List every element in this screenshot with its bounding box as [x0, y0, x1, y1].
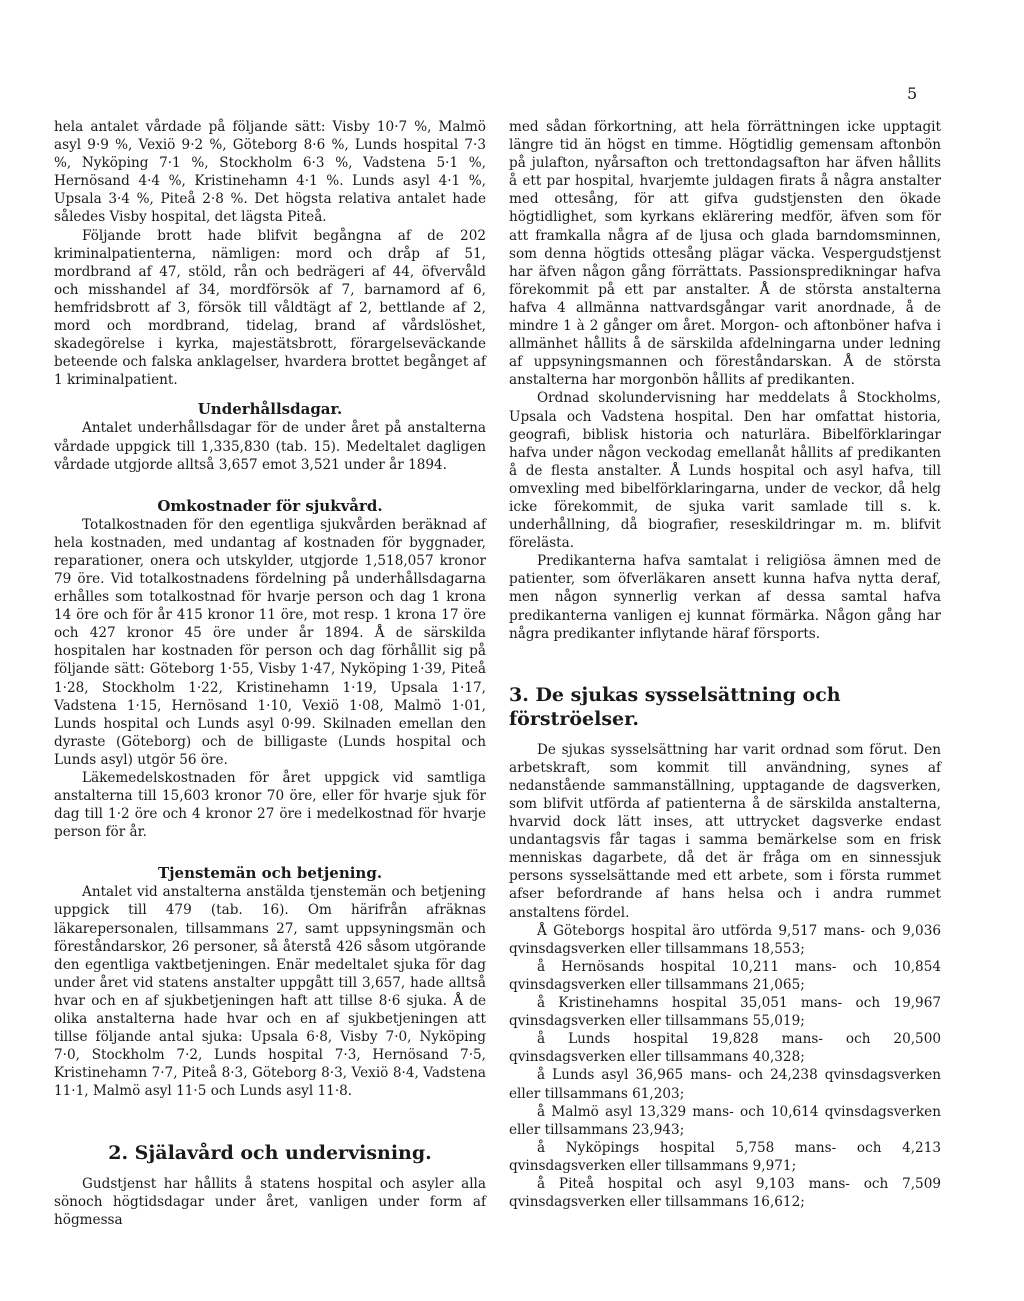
section-heading: Underhållsdagar.	[197, 400, 343, 419]
list-item: å Lunds hospital 19,828 mans- och 20,500 qvinsdagsverken eller tillsammans 40,328;	[509, 1031, 941, 1066]
paragraph: med sådan förkortning, att hela förrättningen icke upptagit längre tid än högst en timme. Högtidlig gemensam aftonbön på julafton, nyårsafton och trettondagsafton har äfven hållits å ett par hospital, hvarjemte juldagen firats å några anstalter med ottesång, för att gifva gudstjensten den ökade högtidlighet, som kyrkans eklärering medför, äfven som för att framkalla några af de ljusa och glada barndomsminnen, som denna högtids ottesång plägar väcka. Vespergudstjenst har äfven någon gång förrättats. Passionspredikningar hafva förekommit på ett par anstalter. Å de största anstalterna hafva 4 allmänna nattvardsgångar varit anordnade, å de mindre 1 à 2 gånger om året. Morgon- och aftonböner hafva i allmänhet hållits å de särskilda afdelningarna under ledning af uppsyningsmannen och föreståndarskan. Å de största anstalterna har morgonbön hållits af predikanten.	[509, 119, 941, 389]
section-heading: Tjenstemän och betjening.	[157, 864, 383, 883]
section-heading: 3. De sjukas sysselsättning och förströelser.	[509, 683, 841, 730]
paragraph: Ordnad skolundervisning har meddelats å Stockholms, Upsala och Vadstena hospital. Den har omfattat historia, geografi, biblisk historia och naturlära. Bibelförklaringar hafva under någon veckodag emellanåt hållits af predikanten å de flesta anstalter. Å Lunds hospital och asyl hafva, till omvexling med bibelförklaringarna, under de veckor, då helg icke förekommit, de sjuka varit samlade till s. k. underhållning, då biografier, reseskildringar m. m. blifvit förelästa.	[509, 390, 941, 552]
list-item: å Malmö asyl 13,329 mans- och 10,614 qvinsdagsverken eller tillsammans 23,943;	[509, 1103, 941, 1138]
page-number: 5	[907, 84, 918, 103]
paragraph: hela antalet vårdade på följande sätt: Visby 10·7 %, Malmö asyl 9·9 %, Vexiö 9·2 %, Göteborg 8·6 %, Lunds hospital 7·3 %, Nyköping 7·1 %, Stockholm 6·3 %, Vadstena 5·1 %, Hernösand 4·4 %, Kristinehamn 4·1 %. Lunds asyl 4·1 %, Upsala 3·4 %, Piteå 2·8 %. Det högsta relativa antalet hade således Visby hospital, det lägsta Piteå.	[54, 119, 486, 226]
paragraph: Gudstjenst har hållits å statens hospital och asyler alla sönoch högtidsdagar under året, vanligen under form af högmessa	[54, 1175, 486, 1228]
list-item: Å Göteborgs hospital äro utförda 9,517 mans- och 9,036 qvinsdagsverken eller tillsammans 18,553;	[509, 922, 941, 957]
right-column	[509, 118, 941, 1211]
paragraph: Antalet underhållsdagar för de under året på anstalterna vårdade uppgick till 1,335,830 (tab. 15). Medeltalet dagligen vårdade utgjorde alltså 3,657 emot 3,521 under år 1894.	[54, 420, 486, 473]
section-heading: 2. Själavård och undervisning.	[108, 1141, 432, 1164]
paragraph: Predikanterna hafva samtalat i religiösa ämnen med de patienter, som öfverläkaren ansett kunna hafva nytta deraf, men någon synnerlig verkan af dessa samtal hafva predikanterna vanligen ej kunnat förmärka. Någon gång har några predikanter inflytande häraf försports.	[509, 553, 941, 642]
paragraph: Antalet vid anstalterna anstälda tjenstemän och betjening uppgick till 479 (tab. 16). Om härifrån afräknas läkarepersonalen, tillsammans 27, samt uppsyningsmän och föreståndarskor, 26 personer, så återstå 426 såsom utgörande den egentliga vaktbetjeningen. Enär medeltalet sjuka för dag under året vid statens anstalter uppgått till 3,657, hade alltså hvar och en af sjukbetjeningen haft att tillse 8·6 sjuka. Å de olika anstalterna hade hvar och en af sjukbetjeningen att tillse följande antal sjuka: Upsala 6·8, Visby 7·0, Nyköping 7·0, Stockholm 7·2, Lunds hospital 7·3, Hernösand 7·5, Kristinehamn 7·7, Piteå 8·3, Göteborg 8·3, Vexiö 8·4, Vadstena 11·1, Malmö asyl 11·5 och Lunds asyl 11·8.	[54, 884, 486, 1100]
left-column	[54, 118, 486, 1229]
paragraph: Läkemedelskostnaden för året uppgick vid samtliga anstalterna till 15,603 kronor 70 öre, eller för hvarje sjuk för dag till 1·2 öre och 4 kronor 27 öre i medelkostnad för hvarje person för år.	[54, 770, 486, 841]
section-heading: Omkostnader för sjukvård.	[157, 496, 383, 515]
paragraph: Totalkostnaden för den egentliga sjukvården beräknad af hela kostnaden, med undantag af kostnaden för byggnader, reparationer, onera och utskylder, utgjorde 1,518,057 kronor 79 öre. Vid totalkostnadens fördelning på underhållsdagarna erhålles som totalkostnad för hvarje person och dag 1 krona 14 öre och för år 415 kronor 11 öre, mot resp. 1 krona 17 öre och 427 kronor 45 öre under år 1894. Å de särskilda hospitalen har kostnaden för person och dag förhållit sig på följande sätt: Göteborg 1·55, Visby 1·47, Nyköping 1·39, Piteå 1·28, Stockholm 1·22, Kristinehamn 1·19, Upsala 1·17, Vadstena 1·15, Hernösand 1·10, Vexiö 1·08, Malmö 1·01, Lunds hospital och Lunds asyl 0·99. Skilnaden emellan den dyraste (Göteborg) och de billigaste (Lunds hospital och Lunds asyl) utgör 56 öre.	[54, 516, 486, 768]
list-item: å Piteå hospital och asyl 9,103 mans- och 7,509 qvinsdagsverken eller tillsammans 16,612;	[509, 1175, 941, 1211]
list-item: å Kristinehamns hospital 35,051 mans- och 19,967 qvinsdagsverken eller tillsammans 55,019;	[509, 995, 941, 1030]
paragraph: De sjukas sysselsättning har varit ordnad som förut. Den arbetskraft, som kommit till användning, synes af nedanstående sammanställning, upptagande de dagsverken, som blifvit utförda af patienterna å de särskilda anstalterna, hvarvid dock lätt inses, att uttrycket dagsverke endast undantagsvis får tagas i samma bemärkelse som en frisk menniskas dagarbete, då det är fråga om en sinnessjuk persons sysselsättande med ett arbete, som i första rummet afser befordrande af hans helsa och i andra rummet anstaltens fördel.	[509, 741, 941, 921]
list-item: å Hernösands hospital 10,211 mans- och 10,854 qvinsdagsverken eller tillsammans 21,065;	[509, 958, 941, 993]
paragraph: Följande brott hade blifvit begångna af de 202 kriminalpatienterna, nämligen: mord och dråp af 51, mordbrand af 47, stöld, rån och bedrägeri af 44, öfvervåld och misshandel af 34, mordförsök af 7, barnamord af 6, hemfridsbrott af 3, försök till våldtägt af 2, bettlande af 2, mord och mordbrand, tidelag, brand af vårdslöshet, skadegörelse i kyrka, majestätsbrott, förargelseväckande beteende och falska anklagelser, hvardera brottet begånget af 1 kriminalpatient.	[54, 227, 486, 389]
list-item: å Lunds asyl 36,965 mans- och 24,238 qvinsdagsverken eller tillsammans 61,203;	[509, 1067, 941, 1102]
list-item: å Nyköpings hospital 5,758 mans- och 4,213 qvinsdagsverken eller tillsammans 9,971;	[509, 1139, 941, 1174]
